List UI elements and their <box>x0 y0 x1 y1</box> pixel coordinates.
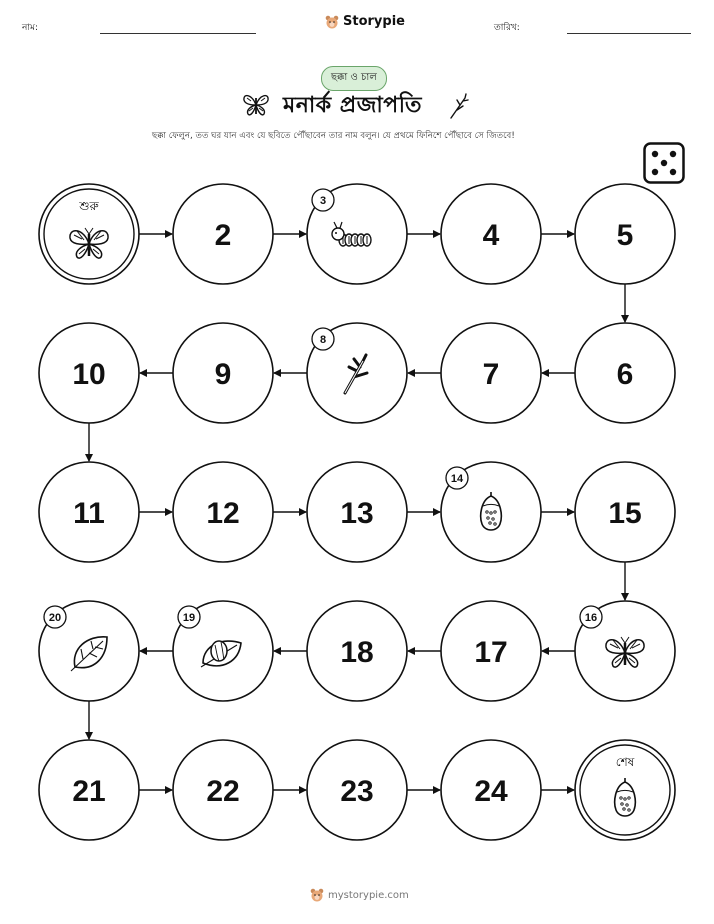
board-cell-17[interactable] <box>441 601 541 701</box>
footer-url[interactable]: mystorypie.com <box>328 889 409 901</box>
game-type-badge: ছক্কা ও চাল <box>321 66 387 91</box>
page-title: মনার্ক প্রজাপতি <box>283 93 422 118</box>
board-cell-14[interactable] <box>441 462 541 562</box>
cell-number: 13 <box>340 497 374 530</box>
instructions: ছক্কা ফেলুন, তত ঘর যান এবং যে ছবিতে পৌঁছাবেন তার নাম বলুন। যে প্রথমে ফিনিশে পৌঁছাবে সে জিতবে! <box>152 131 515 141</box>
board-cell-12[interactable] <box>173 462 273 562</box>
cell-number: 12 <box>206 497 240 530</box>
cell-number: 22 <box>206 775 240 808</box>
cell-number: 5 <box>616 219 634 252</box>
name-label: নাম: <box>22 23 39 33</box>
board-cell-18[interactable] <box>307 601 407 701</box>
board-cell-23[interactable] <box>307 740 407 840</box>
cell-number: 18 <box>340 636 374 669</box>
bear-logo-icon <box>310 888 324 902</box>
footer <box>310 888 409 902</box>
board-cell-10[interactable] <box>39 323 139 423</box>
board-cell-2[interactable] <box>173 184 273 284</box>
cell-number: 10 <box>72 358 106 391</box>
board-cell-6[interactable] <box>575 323 675 423</box>
cell-number: 9 <box>214 358 232 391</box>
cell-number: 3 <box>319 195 327 207</box>
board-cell-13[interactable] <box>307 462 407 562</box>
cell-number: 23 <box>340 775 374 808</box>
cell-number: 14 <box>450 473 464 485</box>
board-cell-11[interactable] <box>39 462 139 562</box>
board-cell-7[interactable] <box>441 323 541 423</box>
end-cell[interactable] <box>575 740 675 840</box>
board-cell-16[interactable] <box>575 601 675 701</box>
cell-number: 2 <box>214 219 232 252</box>
start-cell[interactable] <box>39 184 139 284</box>
cell-number: 21 <box>72 775 106 808</box>
cell-number: 19 <box>182 612 196 624</box>
cell-number: 20 <box>48 612 62 624</box>
cell-number: 7 <box>482 358 500 391</box>
board-cell-8[interactable] <box>307 323 407 423</box>
cell-number: 11 <box>73 497 105 530</box>
cell-number: 17 <box>474 636 508 669</box>
date-label: তারিখ: <box>494 23 520 33</box>
brand-name: Storypie <box>343 14 405 29</box>
board-cell-15[interactable] <box>575 462 675 562</box>
cell-number: 16 <box>584 612 598 624</box>
board-cell-9[interactable] <box>173 323 273 423</box>
cell-number: 24 <box>474 775 508 808</box>
board-cell-3[interactable] <box>307 184 407 284</box>
board-cell-21[interactable] <box>39 740 139 840</box>
cell-number: 8 <box>319 334 327 346</box>
board-cell-20[interactable] <box>39 601 139 701</box>
board-cell-5[interactable] <box>575 184 675 284</box>
board-cell-19[interactable] <box>173 601 273 701</box>
start-label: শুরু <box>79 199 99 213</box>
cell-number: 15 <box>608 497 642 530</box>
cell-number: 6 <box>616 358 634 391</box>
board-cell-24[interactable] <box>441 740 541 840</box>
board-cell-22[interactable] <box>173 740 273 840</box>
board-cell-4[interactable] <box>441 184 541 284</box>
cell-number: 4 <box>482 219 500 252</box>
end-label: শেষ <box>615 755 635 769</box>
